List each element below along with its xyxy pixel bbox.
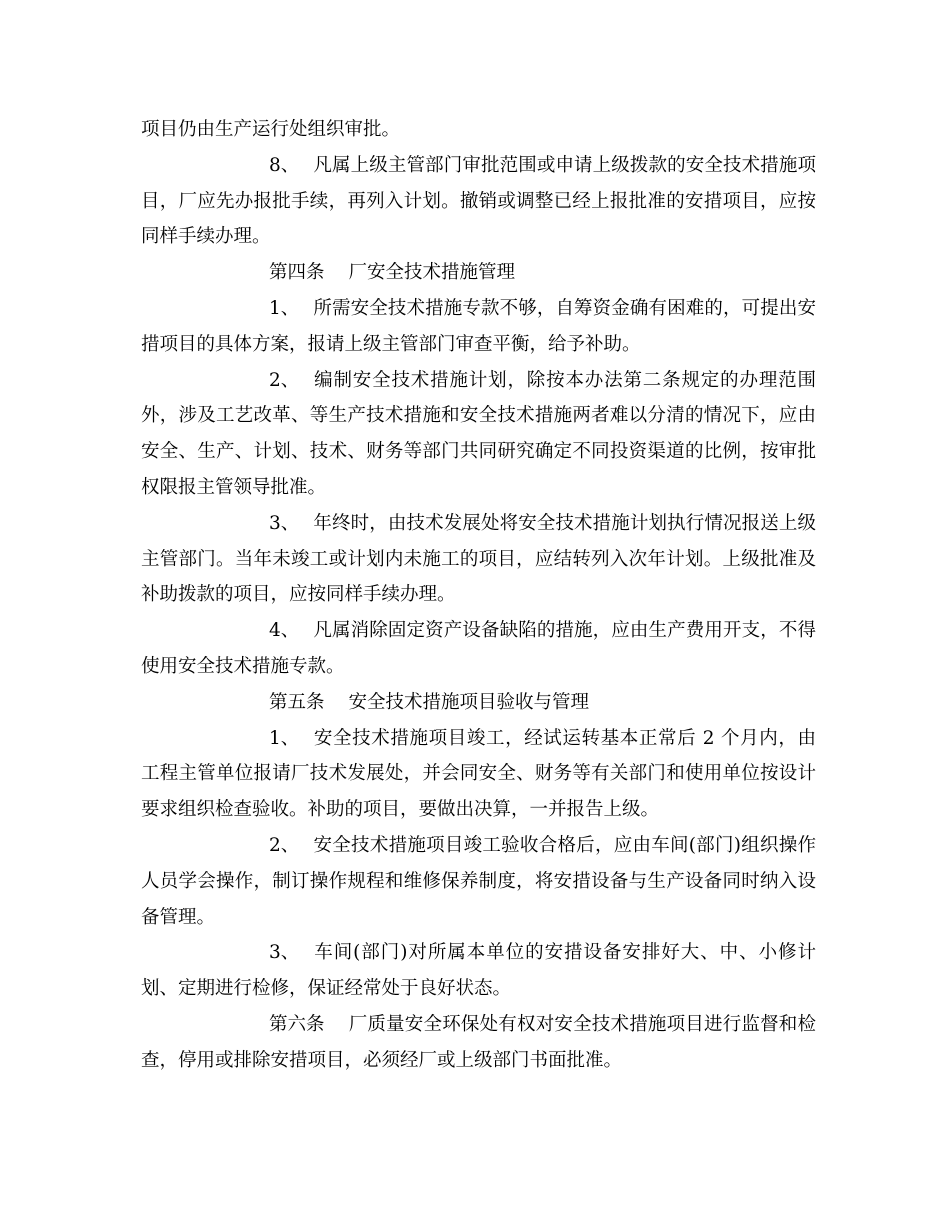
item-number: 4、 <box>269 620 300 642</box>
article-title: 厂质量安全环保处有权对安全技术措施项目进行监督和检查，停用或排除安措项目，必须经厂或上级部门书面批准。 <box>141 1013 816 1071</box>
list-item <box>141 828 816 935</box>
list-item <box>141 935 816 1007</box>
paragraph-text: 安全技术措施项目竣工，经试运转基本正常后 2 个月内，由工程主管单位报请厂技术发展处，并会同安全、财务等有关部门和使用单位按设计要求组织检查验收。补助的项目，要做出决算，一并报告上级。 <box>141 727 816 821</box>
paragraph-text: 凡属消除固定资产设备缺陷的措施，应由生产费用开支，不得使用安全技术措施专款。 <box>141 620 816 677</box>
list-item <box>141 291 816 363</box>
article-heading <box>141 1007 816 1079</box>
paragraph-text: 所需安全技术措施专款不够，自筹资金确有困难的，可提出安措项目的具体方案，报请上级主管部门审查平衡，给予补助。 <box>141 297 816 355</box>
article-heading <box>141 255 816 291</box>
paragraph-text: 车间(部门)对所属本单位的安措设备安排好大、中、小修计划、定期进行检修，保证经常处于良好状态。 <box>141 942 816 1000</box>
list-item <box>141 721 816 828</box>
article-title: 安全技术措施项目验收与管理 <box>348 691 590 713</box>
item-number: 2、 <box>269 834 300 856</box>
paragraph-continuation <box>141 112 816 148</box>
item-number: 1、 <box>269 727 300 749</box>
article-title: 厂安全技术措施管理 <box>348 262 516 284</box>
paragraph-text: 年终时，由技术发展处将安全技术措施计划执行情况报送上级主管部门。当年未竣工或计划内未施工的项目，应结转列入次年计划。上级批准及补助拨款的项目，应按同样手续办理。 <box>141 512 816 606</box>
article-number: 第六条 <box>269 1013 325 1035</box>
paragraph-text: 编制安全技术措施计划，除按本办法第二条规定的办理范围外，涉及工艺改革、等生产技术措施和安全技术措施两者难以分清的情况下，应由安全、生产、计划、技术、财务等部门共同研究确定不同投资渠道的比例，按审批权限报主管领导批准。 <box>141 369 816 498</box>
paragraph-text: 项目仍由生产运行处组织审批。 <box>141 119 401 140</box>
item-number: 3、 <box>269 512 300 534</box>
list-item <box>141 506 816 613</box>
article-heading <box>141 685 816 721</box>
article-number: 第五条 <box>269 691 325 713</box>
document-body <box>141 112 816 1079</box>
item-number: 8、 <box>269 154 300 176</box>
paragraph-text: 凡属上级主管部门审批范围或申请上级拨款的安全技术措施项目，厂应先办报批手续，再列入计划。撤销或调整已经上报批准的安措项目，应按同样手续办理。 <box>141 154 816 248</box>
list-item <box>141 363 816 506</box>
paragraph-text: 安全技术措施项目竣工验收合格后，应由车间(部门)组织操作人员学会操作，制订操作规程和维修保养制度，将安措设备与生产设备同时纳入设备管理。 <box>141 834 816 928</box>
item-number: 1、 <box>269 297 300 319</box>
list-item <box>141 148 816 255</box>
list-item <box>141 613 816 685</box>
item-number: 3、 <box>269 942 300 964</box>
article-number: 第四条 <box>269 262 325 284</box>
item-number: 2、 <box>269 369 300 391</box>
